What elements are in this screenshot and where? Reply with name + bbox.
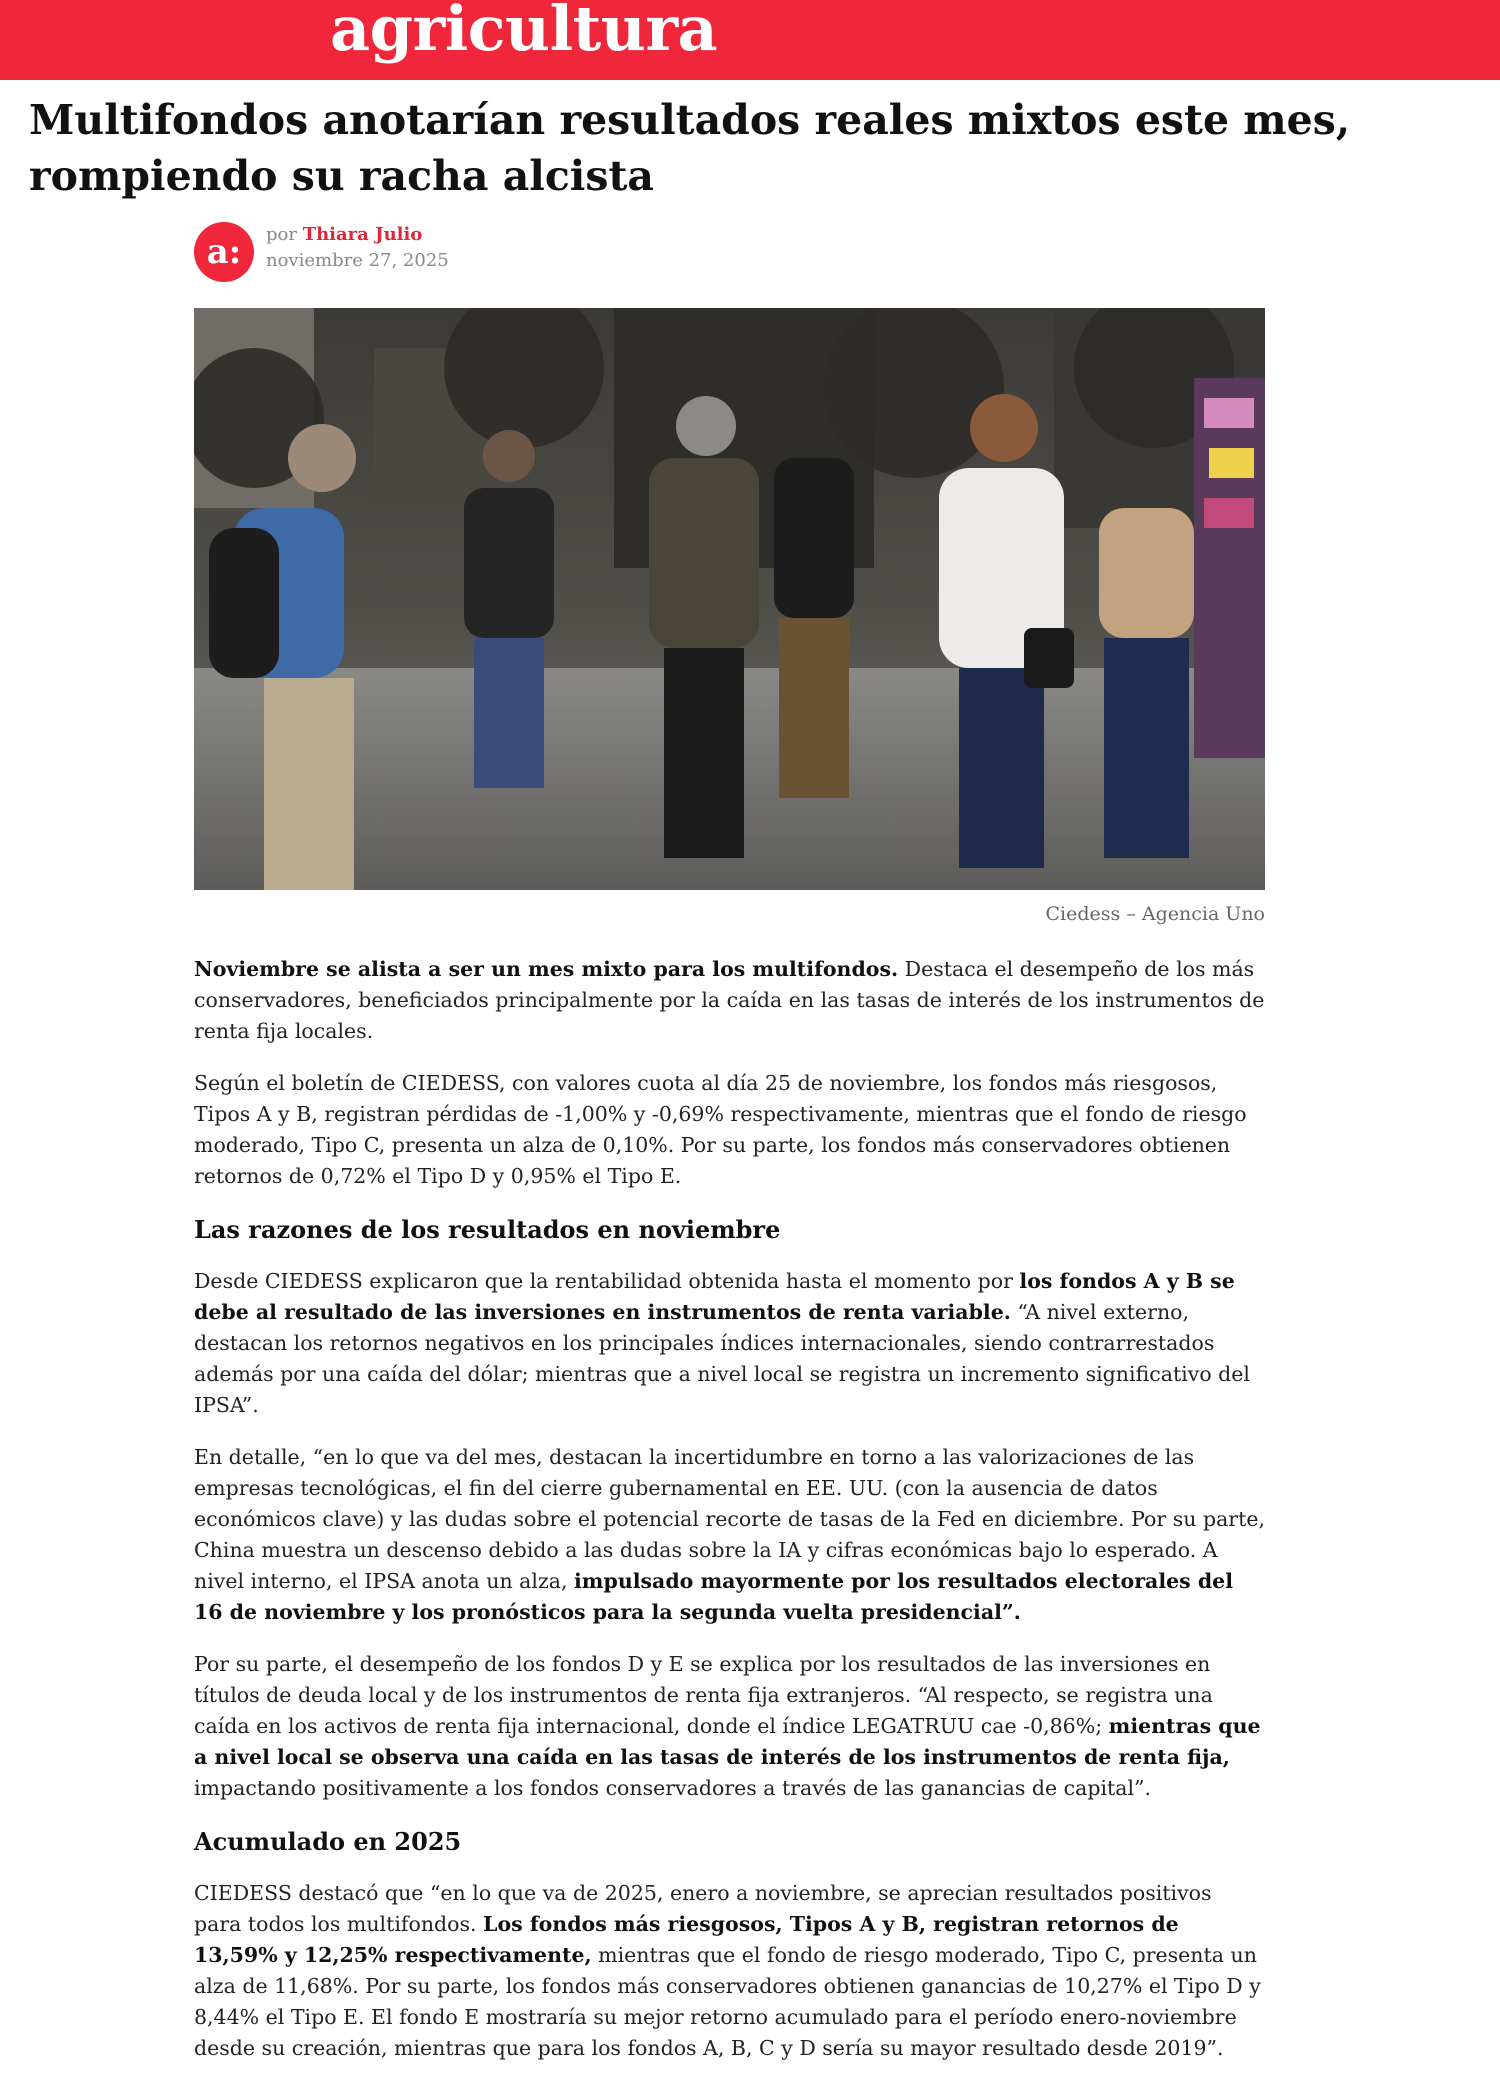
paragraph-4-text-a: En detalle, “en lo que va del mes, destacan la incertidumbre en torno a las valorizaciones de las empresas tecnológicas, el fin del cierre gubernamental en EE. UU. (con la ausencia de datos económicos clave) y las dudas sobre el potencial recorte de tasas de la Fed en diciembre. Por su parte, China muestra un descenso debido a las dudas sobre la IA y cifras económicas bajo lo esperado. A nivel interno, el IPSA anota un alza,	[194, 1445, 1265, 1593]
paragraph-5	[194, 1649, 1265, 1804]
paragraph-5-text-a: Por su parte, el desempeño de los fondos D y E se explica por los resultados de las inversiones en títulos de deuda local y de los instrumentos de renta fija extranjeros. “Al respecto, se registra una caída en los activos de renta fija internacional, donde el índice LEGATRUU cae -0,86%;	[194, 1652, 1213, 1738]
paragraph-6-text-a: CIEDESS destacó que “en lo que va de 2025, enero a noviembre, se aprecian resultados positivos para todos los multifondos.	[194, 1881, 1212, 1936]
publish-date: noviembre 27, 2025	[266, 250, 449, 271]
author-link[interactable]: Thiara Julio	[302, 224, 423, 245]
paragraph-6	[194, 1878, 1265, 2064]
paragraph-3	[194, 1266, 1265, 1421]
byline-author	[266, 224, 422, 245]
paragraph-5-bold: mientras que a nivel local se observa una caída en las tasas de interés de los instrumentos de renta fija,	[194, 1714, 1261, 1769]
paragraph-1-lead: Noviembre se alista a ser un mes mixto para los multifondos.	[194, 957, 899, 981]
paragraph-3-bold: los fondos A y B se debe al resultado de las inversiones en instrumentos de renta variable.	[194, 1269, 1235, 1324]
section-heading-acumulado: Acumulado en 2025	[194, 1827, 462, 1856]
paragraph-2: Según el boletín de CIEDESS, con valores cuota al día 25 de noviembre, los fondos más riesgosos, Tipos A y B, registran pérdidas de -1,00% y -0,69% respectivamente, mientras que el fondo de riesgo moderado, Tipo C, presenta un alza de 0,10%. Por su parte, los fondos más conservadores obtienen retornos de 0,72% el Tipo D y 0,95% el Tipo E.	[194, 1071, 1247, 1188]
paragraph-6-bold: Los fondos más riesgosos, Tipos A y B, registran retornos de 13,59% y 12,25% respectivamente,	[194, 1912, 1179, 1967]
site-header	[0, 0, 1500, 80]
article-title: Multifondos anotarían resultados reales mixtos este mes, rompiendo su racha alcista	[29, 96, 1351, 200]
site-logo[interactable]: agricultura	[330, 0, 718, 65]
paragraph-4	[194, 1442, 1265, 1628]
paragraph-4-bold: impulsado mayormente por los resultados electorales del 16 de noviembre y los pronósticos para la segunda vuelta presidencial”.	[194, 1569, 1233, 1624]
byline-prefix: por	[266, 224, 303, 245]
author-avatar[interactable]: a:	[194, 222, 254, 282]
article-body	[194, 954, 1265, 2085]
photo-caption: Ciedess – Agencia Uno	[1045, 903, 1265, 925]
paragraph-3-text-c: “A nivel externo, destacan los retornos negativos en los principales índices internacionales, siendo contrarrestados además por una caída del dólar; mientras que a nivel local se registra un incremento significativo del IPSA”.	[194, 1300, 1250, 1417]
paragraph-5-text-c: impactando positivamente a los fondos conservadores a través de las ganancias de capital”.	[194, 1776, 1152, 1800]
article-photo	[194, 308, 1265, 890]
paragraph-6-text-c: mientras que el fondo de riesgo moderado, Tipo C, presenta un alza de 11,68%. Por su parte, los fondos más conservadores obtienen ganancias de 10,27% el Tipo D y 8,44% el Tipo E. El fondo E mostraría su mejor retorno acumulado para el período enero-noviembre desde su creación, mientras que para los fondos A, B, C y D sería su mayor resultado desde 2019”.	[194, 1943, 1261, 2060]
paragraph-1	[194, 954, 1265, 1047]
section-heading-razones: Las razones de los resultados en noviembre	[194, 1215, 781, 1244]
paragraph-1-text: Destaca el desempeño de los más conservadores, beneficiados principalmente por la caída en las tasas de interés de los instrumentos de renta fija locales.	[194, 957, 1265, 1043]
street-crowd-photo	[194, 308, 1265, 890]
paragraph-3-text-a: Desde CIEDESS explicaron que la rentabilidad obtenida hasta el momento por	[194, 1269, 1020, 1293]
